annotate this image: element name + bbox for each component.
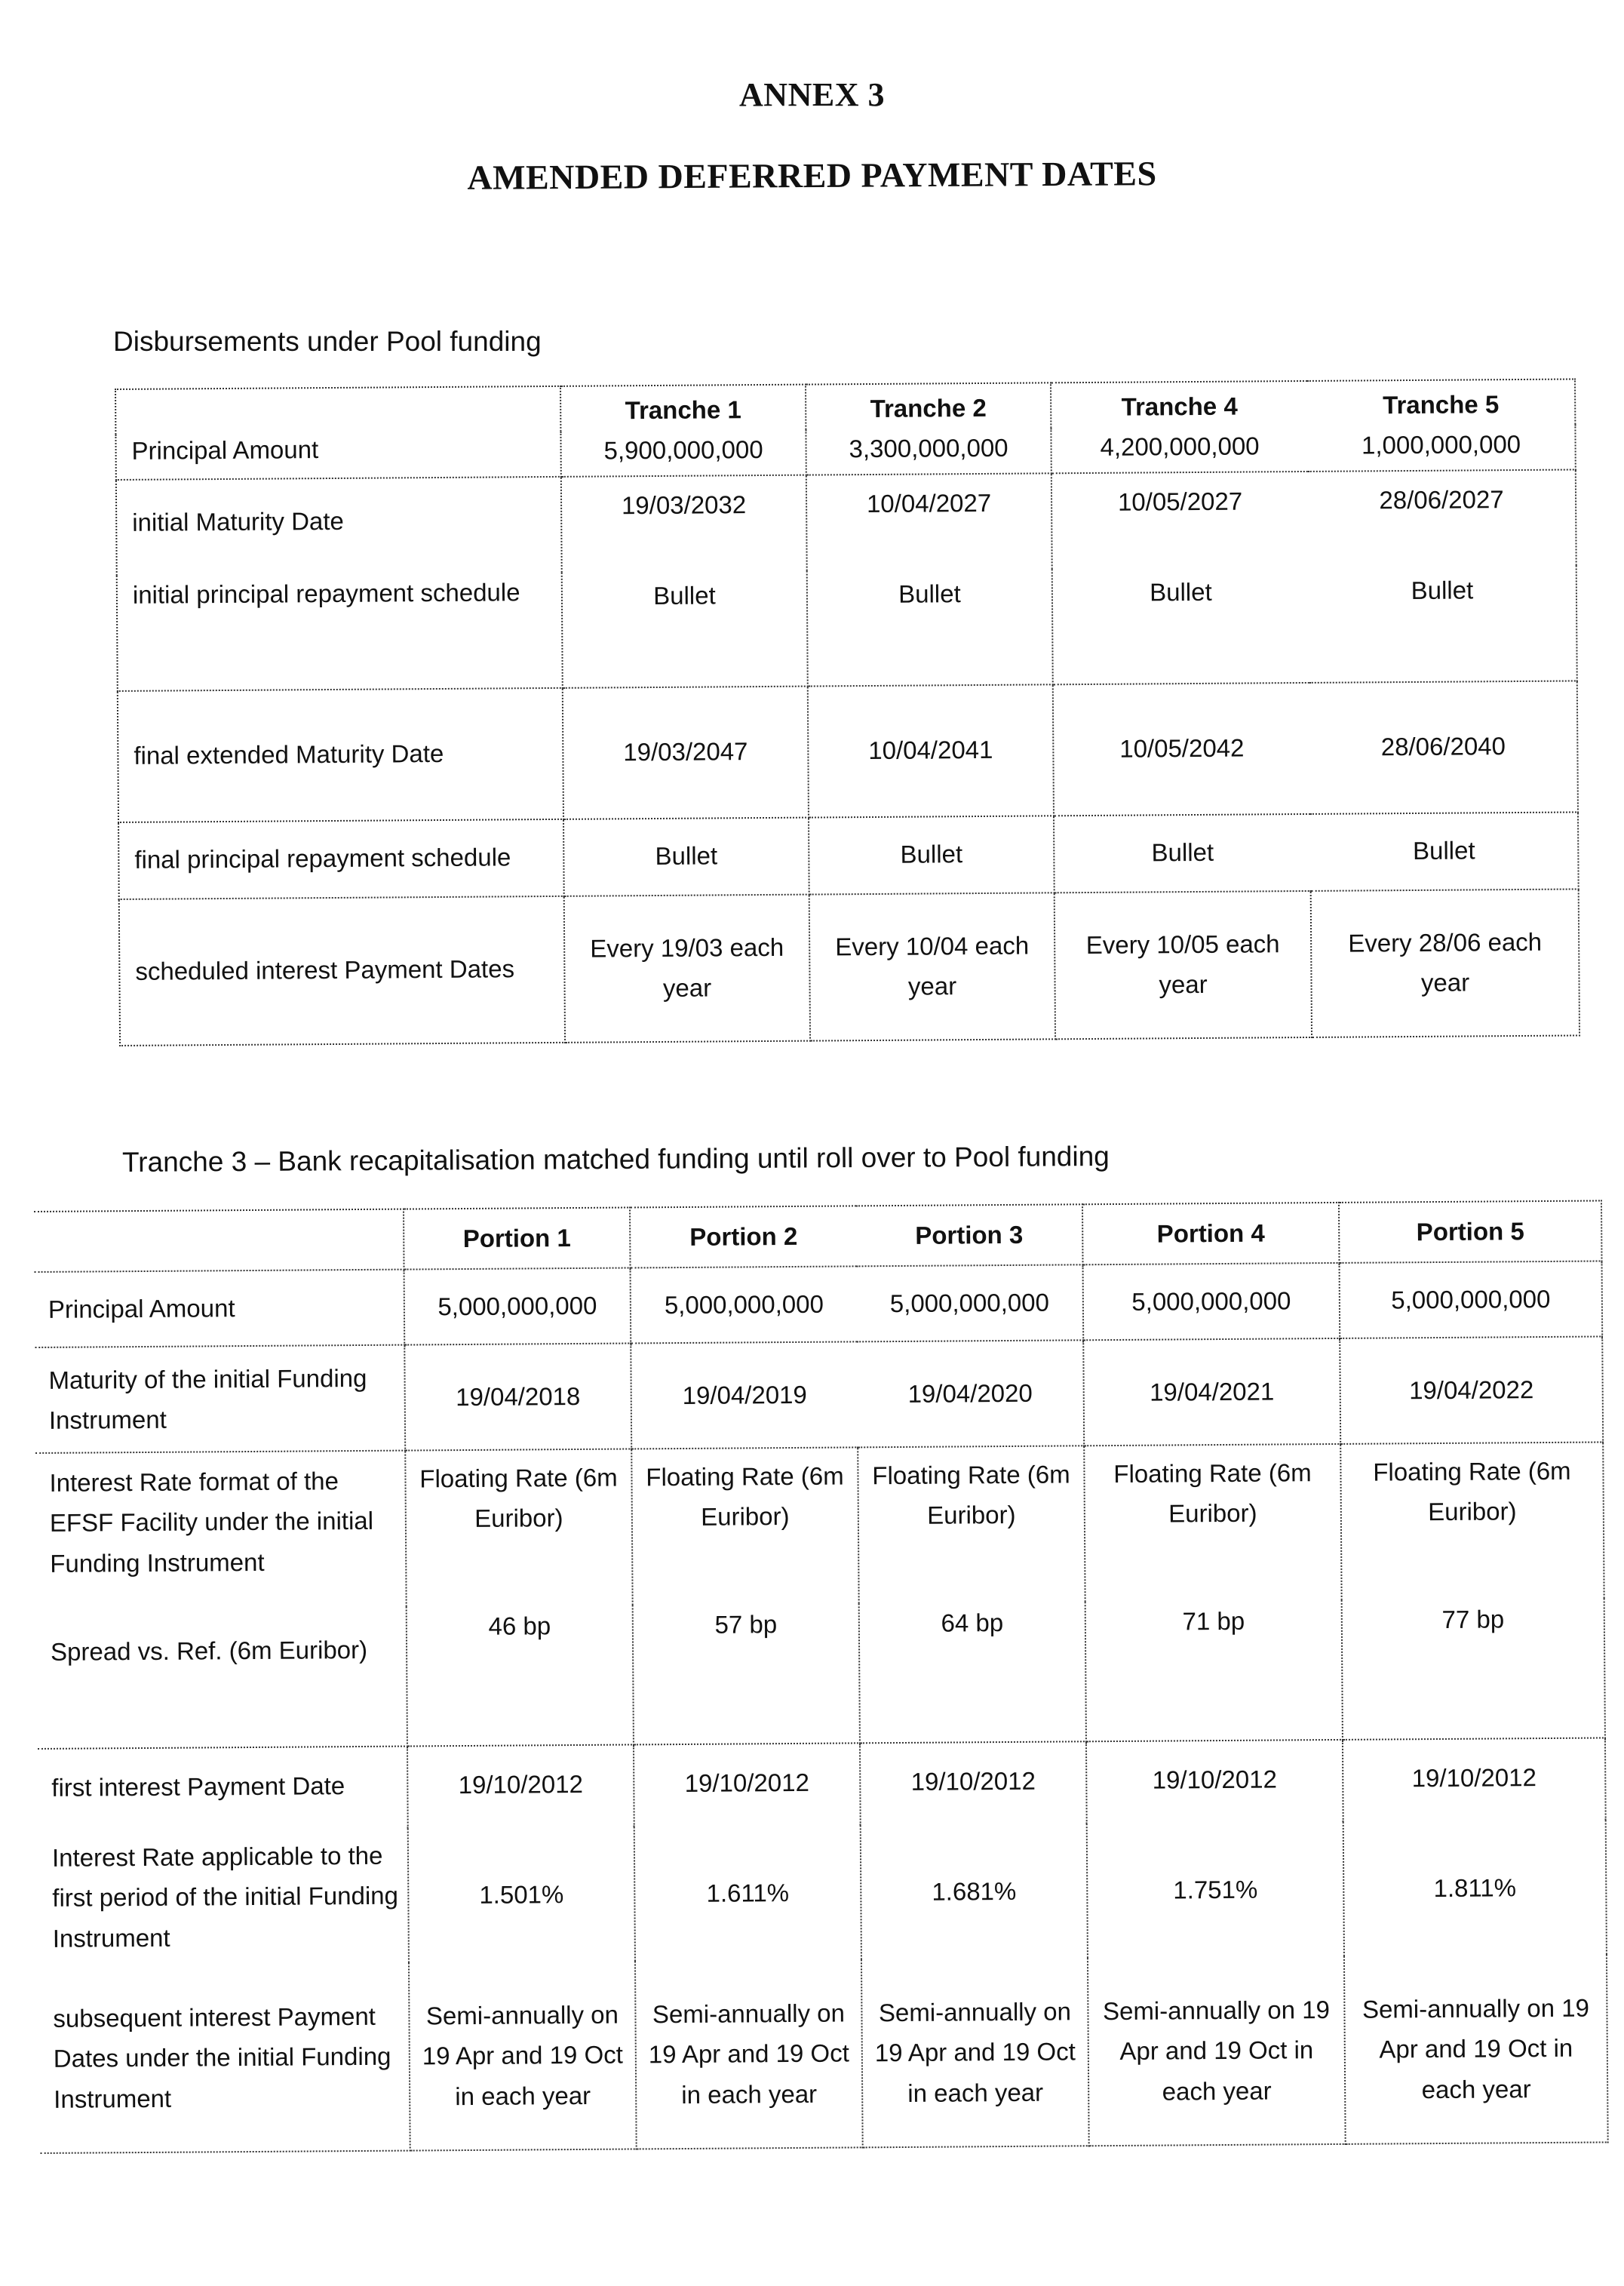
cell-value: Bullet bbox=[1052, 567, 1309, 684]
tranche3-table bbox=[34, 1200, 1609, 2153]
row-label-final-extended-maturity-date: final extended Maturity Date bbox=[118, 687, 563, 822]
cell-value: 10/04/2027 bbox=[806, 473, 1052, 570]
table-row bbox=[118, 812, 1579, 899]
cell-value: Semi-annually on 19 Apr and 19 Oct in each year bbox=[1344, 1954, 1608, 2143]
column-header-portion-2: Portion 2 bbox=[630, 1206, 857, 1267]
cell-value: 28/06/2027 bbox=[1308, 469, 1576, 567]
cell-value: 19/04/2019 bbox=[631, 1341, 858, 1449]
cell-value: 19/04/2018 bbox=[404, 1343, 631, 1450]
column-header-portion-1: Portion 1 bbox=[404, 1207, 631, 1269]
column-header-tranche-1: Tranche 1 bbox=[560, 385, 806, 432]
row-label-maturity-initial-funding-instrument: Maturity of the initial Funding Instrument bbox=[35, 1345, 405, 1453]
cell-value: 10/04/2041 bbox=[808, 684, 1054, 817]
cell-value: 19/10/2012 bbox=[1086, 1740, 1343, 1824]
row-label-scheduled-interest-payment-dates: scheduled interest Payment Dates bbox=[119, 896, 565, 1045]
cell-value: Semi-annually on 19 Apr and 19 Oct in each year bbox=[861, 1958, 1089, 2147]
column-header-portion-4: Portion 4 bbox=[1082, 1203, 1340, 1264]
cell-value: Floating Rate (6m Euribor) bbox=[631, 1447, 858, 1605]
document-title: AMENDED DEFERRED PAYMENT DATES bbox=[467, 154, 1157, 197]
cell-value: Floating Rate (6m Euribor) bbox=[1084, 1444, 1341, 1602]
cell-value: Every 19/03 each year bbox=[564, 894, 810, 1042]
cell-value: Every 10/04 each year bbox=[809, 893, 1055, 1040]
row-label-initial-principal-repayment-schedule: initial principal repayment schedule bbox=[117, 572, 563, 690]
cell-value: 19/10/2012 bbox=[1343, 1738, 1606, 1821]
cell-value: 4,200,000,000 bbox=[1051, 426, 1307, 473]
cell-value: 5,000,000,000 bbox=[631, 1266, 858, 1343]
cell-value: 1.751% bbox=[1087, 1822, 1344, 1958]
cell-value: 19/04/2020 bbox=[857, 1340, 1084, 1447]
cell-value: Bullet bbox=[807, 569, 1053, 686]
cell-value: 77 bp bbox=[1342, 1598, 1605, 1739]
cell-value: 5,000,000,000 bbox=[404, 1267, 631, 1344]
table-row bbox=[35, 1336, 1603, 1453]
cell-value: 19/04/2022 bbox=[1340, 1336, 1603, 1443]
cell-value: Floating Rate (6m Euribor) bbox=[858, 1446, 1085, 1603]
table-row bbox=[119, 889, 1579, 1046]
cell-value: Bullet bbox=[1054, 814, 1311, 893]
row-label-first-interest-payment-date: first interest Payment Date bbox=[38, 1747, 408, 1831]
cell-value: Every 28/06 each year bbox=[1311, 889, 1579, 1037]
cell-value: 1,000,000,000 bbox=[1307, 424, 1575, 471]
cell-value: 1.611% bbox=[634, 1825, 861, 1961]
column-header-tranche-5: Tranche 5 bbox=[1307, 379, 1575, 426]
cell-value: 5,000,000,000 bbox=[1340, 1261, 1603, 1338]
cell-value: 19/10/2012 bbox=[634, 1743, 861, 1827]
cell-value: 71 bp bbox=[1085, 1600, 1343, 1741]
cell-value: Bullet bbox=[1310, 812, 1579, 890]
cell-value: 5,900,000,000 bbox=[560, 429, 806, 476]
annex-title: ANNEX 3 bbox=[739, 76, 885, 113]
cell-value: 1.681% bbox=[861, 1824, 1088, 1959]
cell-value: Floating Rate (6m Euribor) bbox=[405, 1449, 632, 1606]
table-row bbox=[35, 1261, 1603, 1347]
cell-value: Semi-annually on 19 Apr and 19 Oct in each year bbox=[409, 1961, 637, 2150]
cell-value: Every 10/05 each year bbox=[1055, 891, 1312, 1039]
row-label-interest-rate-first-period: Interest Rate applicable to the first period of the initial Funding Instrument bbox=[38, 1829, 409, 1965]
cell-value: 5,000,000,000 bbox=[1083, 1263, 1340, 1340]
cell-value: 19/10/2012 bbox=[860, 1741, 1087, 1825]
cell-value: Floating Rate (6m Euribor) bbox=[1340, 1442, 1604, 1599]
cell-value: Bullet bbox=[809, 816, 1055, 894]
row-label-spread: Spread vs. Ref. (6m Euribor) bbox=[37, 1607, 407, 1749]
row-label-principal-amount: Principal Amount bbox=[35, 1270, 405, 1347]
cell-value: 19/10/2012 bbox=[407, 1744, 634, 1828]
column-header-portion-3: Portion 3 bbox=[856, 1204, 1083, 1266]
row-label-final-principal-repayment-schedule: final principal repayment schedule bbox=[118, 819, 564, 899]
cell-value: 57 bp bbox=[633, 1603, 860, 1744]
column-header-portion-5: Portion 5 bbox=[1339, 1200, 1602, 1262]
column-header-tranche-4: Tranche 4 bbox=[1051, 381, 1307, 428]
row-label-initial-maturity-date: initial Maturity Date bbox=[116, 476, 562, 575]
cell-value: 10/05/2027 bbox=[1051, 472, 1309, 569]
table-row bbox=[117, 565, 1577, 691]
table-header-row bbox=[34, 1200, 1602, 1272]
cell-value: 28/06/2040 bbox=[1309, 681, 1578, 813]
cell-value: 10/05/2042 bbox=[1053, 683, 1310, 816]
cell-value: Semi-annually on 19 Apr and 19 Oct in each year bbox=[635, 1959, 863, 2149]
cell-value: 1.811% bbox=[1343, 1820, 1607, 1956]
cell-value: 1.501% bbox=[408, 1827, 635, 1962]
row-label-interest-rate-format: Interest Rate format of the EFSF Facility under the initial Funding Instrument bbox=[35, 1451, 406, 1609]
cell-value: 19/03/2047 bbox=[563, 686, 809, 819]
cell-value: Bullet bbox=[563, 817, 809, 896]
table-row bbox=[37, 1598, 1605, 1749]
table-row bbox=[38, 1820, 1607, 1965]
cell-value: Bullet bbox=[562, 570, 808, 687]
tranche3-heading: Tranche 3 – Bank recapitalisation matched funding until roll over to Pool funding bbox=[121, 1141, 1110, 1178]
cell-value: 19/03/2032 bbox=[561, 475, 807, 572]
table-row bbox=[38, 1738, 1606, 1831]
pool-funding-table bbox=[115, 378, 1580, 1046]
cell-value: 5,000,000,000 bbox=[857, 1264, 1084, 1341]
cell-value: 3,300,000,000 bbox=[806, 428, 1051, 475]
cell-value: 64 bp bbox=[859, 1602, 1086, 1743]
cell-value: 46 bp bbox=[407, 1605, 634, 1746]
table-row bbox=[35, 1442, 1604, 1609]
column-header-tranche-2: Tranche 2 bbox=[806, 383, 1051, 429]
table-row bbox=[39, 1954, 1608, 2153]
row-label-subsequent-interest-payment-dates: subsequent interest Payment Dates under the initial Funding Instrument bbox=[39, 1963, 410, 2153]
table-row bbox=[118, 681, 1578, 822]
cell-value: Bullet bbox=[1309, 565, 1577, 682]
cell-value: Semi-annually on 19 Apr and 19 Oct in each year bbox=[1088, 1956, 1346, 2146]
pool-funding-heading: Disbursements under Pool funding bbox=[113, 326, 542, 357]
header-empty-cell bbox=[34, 1209, 404, 1272]
row-label-principal-amount: Principal Amount bbox=[115, 386, 561, 480]
table-row bbox=[116, 469, 1576, 576]
cell-value: 19/04/2021 bbox=[1083, 1338, 1340, 1446]
